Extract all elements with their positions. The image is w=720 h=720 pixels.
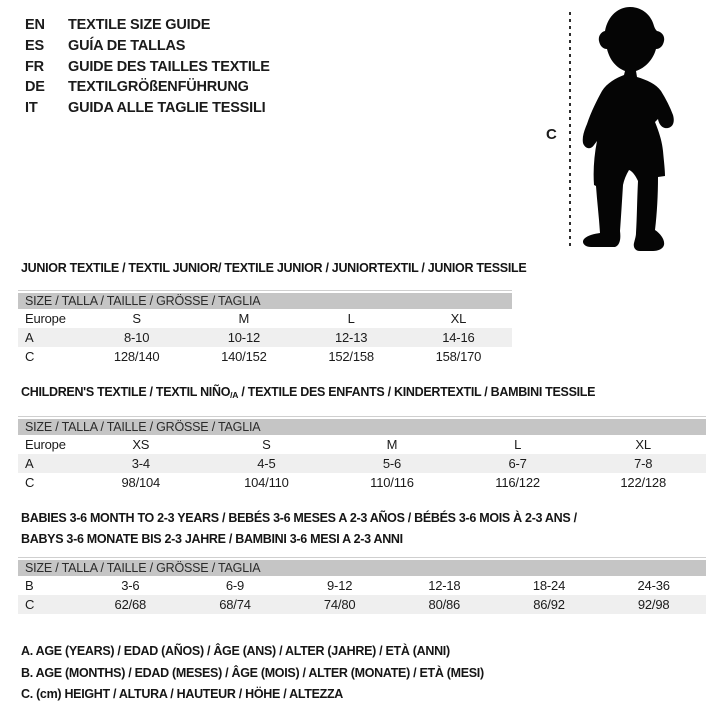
guide-title-it: GUIDA ALLE TAGLIE TESSILI (68, 100, 266, 117)
table-row-c (18, 595, 706, 614)
table-cell: 3-6 (121, 578, 140, 593)
table-cell: 7-8 (634, 456, 653, 471)
toddler-silhouette-image (574, 5, 686, 253)
table-cell: 74/80 (323, 597, 356, 612)
children-size-table (18, 416, 706, 492)
table-row-c (18, 473, 706, 492)
language-row-de (25, 77, 270, 98)
legend-height-cm: C. (cm) HEIGHT / ALTURA / HAUTEUR / HÖHE / ALTEZZA (21, 687, 344, 701)
table-cell: XS (132, 437, 150, 452)
language-code: FR (25, 58, 44, 75)
table-header: SIZE / TALLA / TAILLE / GRÖSSE / TAGLIA (18, 560, 706, 576)
table-cell: 18-24 (532, 578, 566, 593)
table-cell: 3-4 (131, 456, 150, 471)
table-cell: XL (450, 311, 467, 326)
legend-age-months: B. AGE (MONTHS) / EDAD (MESES) / ÂGE (MOIS) / ALTER (MONATE) / ETÀ (MESI) (21, 665, 484, 680)
table-cell: S (132, 311, 141, 326)
table-row-europe (18, 309, 512, 328)
table-cell: 104/110 (244, 475, 289, 490)
table-cell: 158/170 (435, 349, 482, 364)
language-code: EN (25, 17, 45, 33)
table-cell: 110/116 (370, 475, 414, 490)
table-cell: 6-9 (225, 578, 245, 593)
junior-size-table (18, 290, 512, 366)
row-label: A (25, 330, 34, 345)
guide-title-de: TEXTILGRÖßENFÜHRUNG (68, 79, 249, 96)
table-cell: 12-13 (335, 330, 368, 345)
table-cell: L (347, 311, 355, 326)
language-row-it (25, 98, 270, 119)
guide-title-es: GUÍA DE TALLAS (68, 37, 186, 54)
table-header: SIZE / TALLA / TAILLE / GRÖSSE / TAGLIA (18, 293, 512, 309)
guide-title-fr: GUIDE DES TAILLES TEXTILE (68, 58, 270, 75)
table-cell: 80/86 (428, 597, 461, 612)
table-row-a (18, 454, 706, 473)
table-row-c (18, 347, 512, 366)
table-cell: 116/122 (495, 475, 540, 490)
children-section-title-prefix: CHILDREN'S TEXTILE / TEXTIL NIÑO (21, 385, 231, 399)
table-cell: 6-7 (508, 456, 527, 471)
table-cell: 86/92 (533, 597, 565, 612)
table-cell: 10-12 (227, 330, 260, 345)
table-cell: 8-10 (124, 330, 150, 345)
table-header: SIZE / TALLA / TAILLE / GRÖSSE / TAGLIA (18, 419, 706, 435)
height-dotted-line (569, 12, 571, 250)
guide-title-en: TEXTILE SIZE GUIDE (68, 17, 211, 33)
children-section-title (21, 385, 595, 400)
language-row-en (25, 15, 270, 36)
row-label: Europe (25, 437, 66, 452)
babies-section-title-line2: BABYS 3-6 MONATE BIS 2-3 JAHRE / BAMBINI 3-6 MESI A 2-3 ANNI (21, 532, 403, 546)
legend (21, 641, 484, 706)
table-cell: XL (635, 437, 651, 452)
row-label: C (25, 597, 35, 612)
row-label: C (25, 349, 35, 364)
table-cell: L (514, 437, 522, 452)
row-label: B (25, 578, 34, 593)
table-cell: 152/158 (328, 349, 374, 364)
table-cell: 9-12 (327, 578, 353, 593)
height-marker-label: C (546, 126, 557, 143)
language-code: ES (25, 37, 44, 54)
junior-section-title (21, 261, 526, 275)
babies-section-title-line1: BABIES 3-6 MONTH TO 2-3 YEARS / BEBÉS 3-6 MESES A 2-3 AÑOS / BÉBÉS 3-6 MOIS À 2-3 ANS / (21, 511, 577, 525)
row-label: A (25, 456, 34, 471)
table-cell: 4-5 (257, 456, 276, 471)
table-row-europe (18, 435, 706, 454)
babies-section-title (21, 508, 577, 550)
table-row-b (18, 576, 706, 595)
table-cell: 24-36 (637, 578, 670, 593)
table-cell: 14-16 (442, 330, 475, 345)
table-cell: M (386, 437, 398, 452)
language-code: IT (25, 100, 38, 117)
table-row-a (18, 328, 512, 347)
table-cell: 92/98 (637, 597, 670, 612)
table-cell: 62/68 (114, 597, 147, 612)
table-cell: 12-18 (428, 578, 461, 593)
language-code: DE (25, 79, 45, 96)
table-cell: 122/128 (620, 475, 666, 490)
babies-size-table (18, 557, 706, 614)
row-label: C (25, 475, 35, 490)
children-section-title-suffix: / TEXTILE DES ENFANTS / KINDERTEXTIL / BAMBINI TESSILE (238, 385, 596, 399)
junior-section-title-text: JUNIOR TEXTILE / TEXTIL JUNIOR/ TEXTILE JUNIOR / JUNIORTEXTIL / JUNIOR TESSILE (21, 261, 527, 275)
table-cell: 128/140 (113, 349, 160, 364)
language-row-es (25, 36, 270, 57)
legend-age-years: A. AGE (YEARS) / EDAD (AÑOS) / ÂGE (ANS) / ALTER (JAHRE) / ETÀ (ANNI) (21, 644, 450, 658)
language-list (25, 15, 270, 119)
table-cell: 5-6 (382, 456, 402, 471)
children-section-title-subscript: /A (230, 390, 239, 400)
row-label: Europe (25, 311, 66, 326)
table-cell: 98/104 (121, 475, 161, 490)
table-cell: M (238, 311, 250, 326)
table-cell: S (262, 437, 271, 452)
language-row-fr (25, 57, 270, 78)
table-cell: 140/152 (221, 349, 267, 364)
table-cell: 68/74 (219, 597, 251, 612)
